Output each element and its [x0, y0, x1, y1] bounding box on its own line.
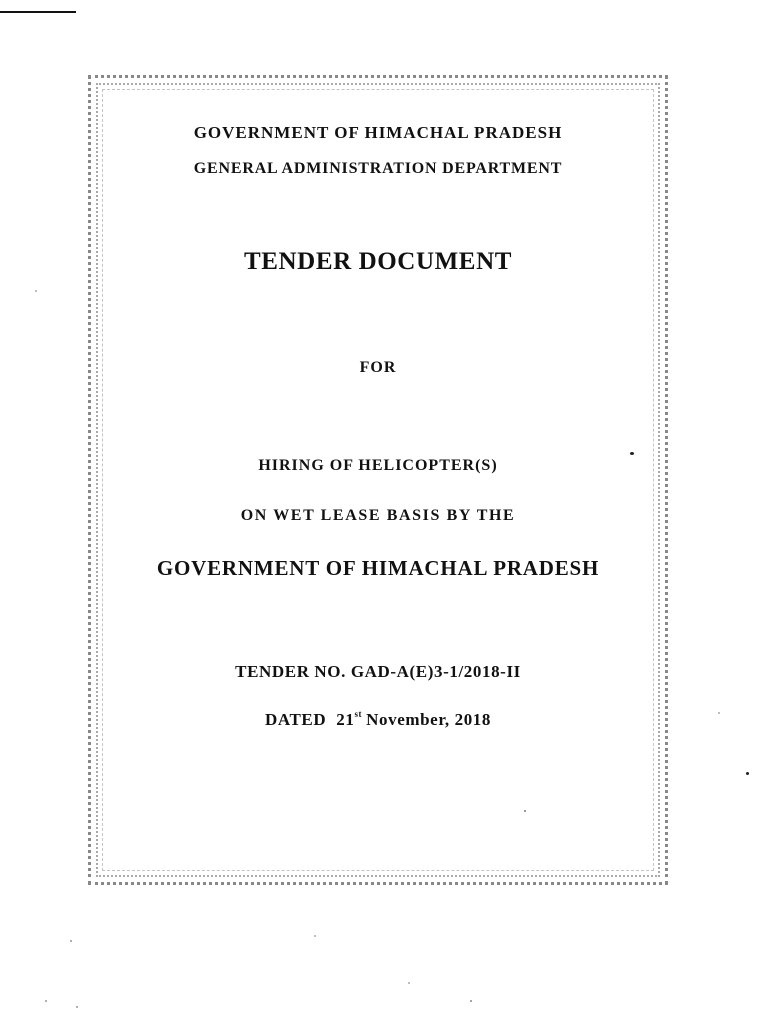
- date-month-year: November, 2018: [366, 710, 492, 729]
- scan-speck: [470, 1000, 472, 1002]
- date-label: DATED: [264, 710, 327, 729]
- date-day-suffix: st: [354, 709, 363, 719]
- scan-speck: [718, 712, 720, 714]
- scan-speck: [35, 290, 37, 292]
- header-line-government: GOVERNMENT OF HIMACHAL PRADESH: [193, 123, 563, 142]
- for-label: FOR: [359, 359, 397, 376]
- subject-line-3: GOVERNMENT OF HIMACHAL PRADESH: [156, 556, 600, 580]
- date-day: 21: [336, 710, 355, 729]
- scan-speck: [314, 935, 316, 937]
- tender-date: [88, 711, 668, 728]
- scan-speck: [76, 1006, 78, 1008]
- scan-speck: [408, 982, 410, 984]
- scan-speck: [630, 452, 634, 455]
- subject-line-2: ON WET LEASE BASIS BY THE: [240, 507, 516, 524]
- subject-line-1: HIRING OF HELICOPTER(S): [258, 457, 498, 474]
- scan-speck: [45, 1000, 47, 1002]
- scan-speck: [524, 810, 526, 812]
- scan-speck: [746, 772, 749, 775]
- document-title: TENDER DOCUMENT: [243, 248, 513, 275]
- decorative-border: [88, 75, 668, 885]
- scan-speck: [70, 940, 72, 942]
- header-line-department: GENERAL ADMINISTRATION DEPARTMENT: [193, 160, 563, 177]
- decorative-border-inner-dashed: [102, 89, 654, 871]
- tender-number: TENDER NO. GAD-A(E)3-1/2018-II: [235, 662, 521, 681]
- corner-rule: [0, 11, 76, 13]
